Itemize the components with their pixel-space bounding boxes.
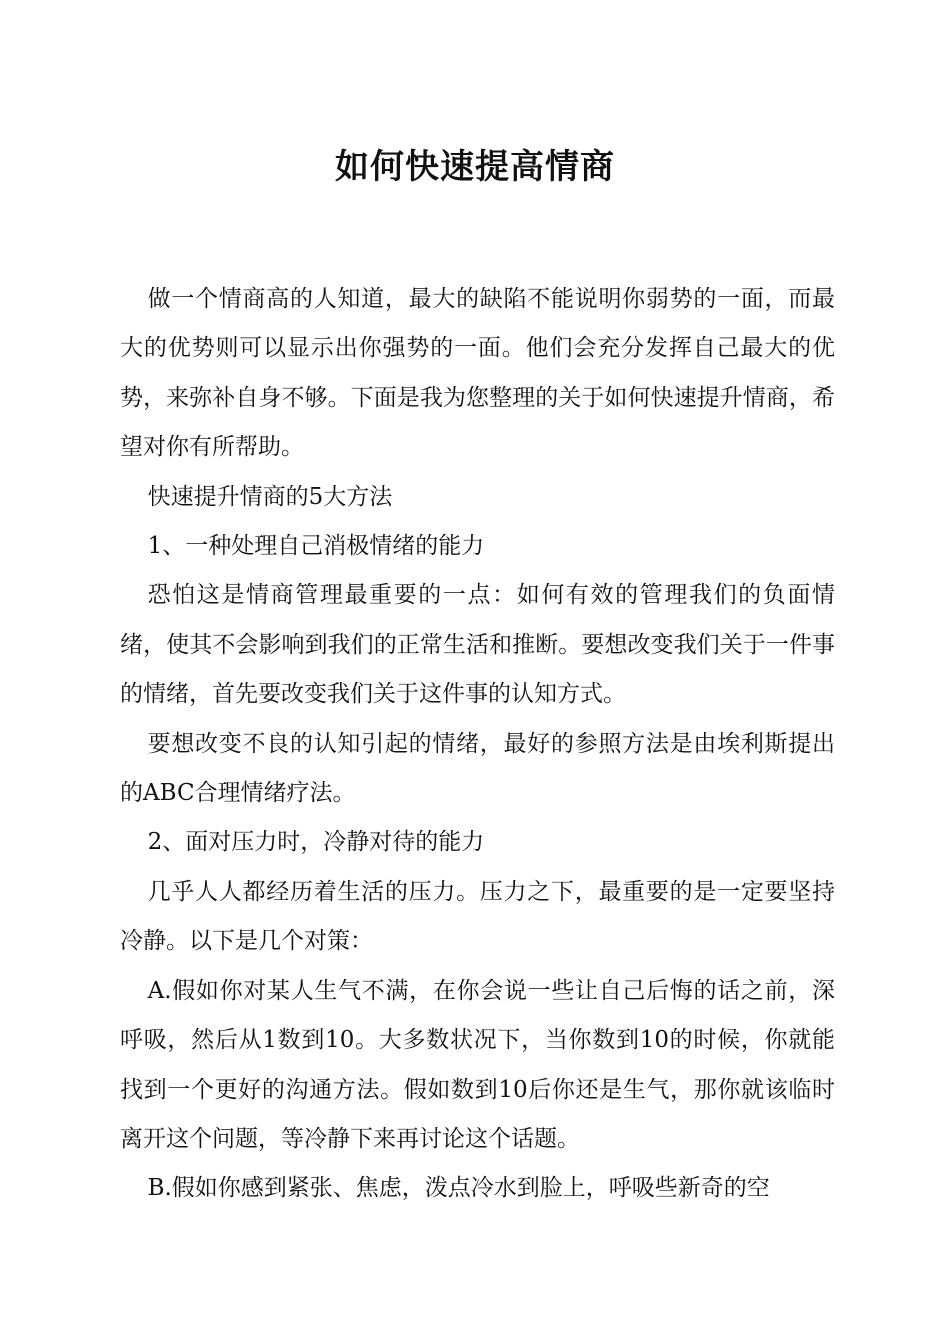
- paragraph-pressure: 几乎人人都经历着生活的压力。压力之下，最重要的是一定要坚持冷静。以下是几个对策：: [120, 878, 835, 955]
- method-heading-1: 1、一种处理自己消极情绪的能力: [147, 533, 485, 560]
- section-heading: 快速提升情商的5大方法: [147, 483, 393, 510]
- document-title: 如何快速提高情商: [335, 147, 615, 187]
- paragraph-intro: 做一个情商高的人知道，最大的缺陷不能说明你弱势的一面，而最大的优势则可以显示出你强势的一面。他们会充分发挥自己最大的优势，来弥补自身不够。下面是我为您整理的关于如何快速提升情商，希望对你有所帮助。: [120, 286, 835, 461]
- paragraph-tip-b: B.假如你感到紧张、焦虑，泼点冷水到脸上，呼吸些新奇的空: [147, 1175, 770, 1202]
- paragraph-tip-a: A.假如你对某人生气不满，在你会说一些让自己后悔的话之前，深呼吸，然后从1数到10。大多数状况下，当你数到10的时候，你就能找到一个更好的沟通方法。假如数到10后你还是生气，那你就该临时离开这个问题，等冷静下来再讨论这个话题。: [120, 977, 835, 1152]
- document-body: [120, 275, 835, 1214]
- paragraph-abc: 要想改变不良的认知引起的情绪，最好的参照方法是由埃利斯提出的ABC合理情绪疗法。: [120, 730, 835, 807]
- paragraph-method-1: 恐怕这是情商管理最重要的一点：如何有效的管理我们的负面情绪，使其不会影响到我们的正常生活和推断。要想改变我们关于一件事的情绪，首先要改变我们关于这件事的认知方式。: [120, 582, 835, 708]
- method-heading-2: 2、面对压力时，冷静对待的能力: [147, 829, 485, 856]
